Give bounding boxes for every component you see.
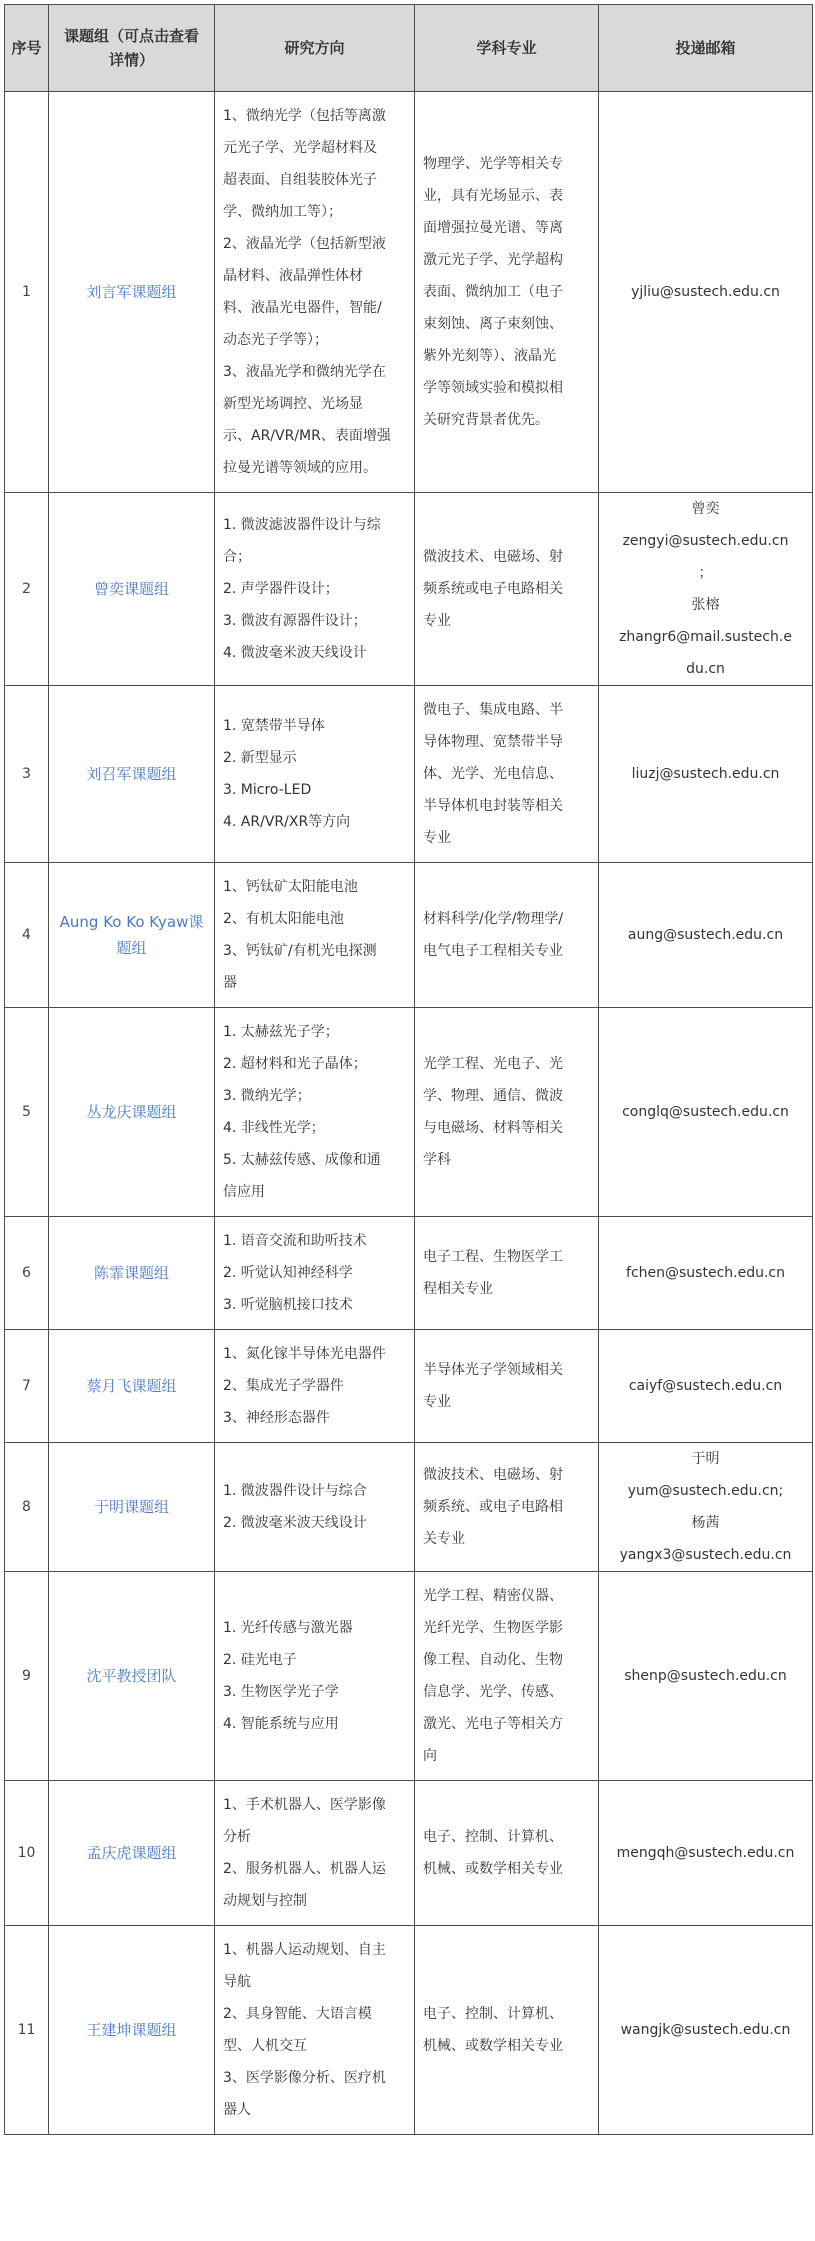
email-line: shenp@sustech.edu.cn (624, 1668, 787, 1684)
direction-line: 3. 听觉脑机接口技术 (223, 1297, 353, 1313)
direction-line: 3. 微纳光学； (223, 1088, 311, 1104)
major-line: 激元光子学、光学超构 (423, 252, 563, 268)
table-row (5, 1781, 813, 1926)
group-link[interactable]: 王建坤课题组 (86, 2021, 177, 2039)
direction-line: 器人 (223, 2102, 251, 2118)
major-line: 体、光学、光电信息、 (423, 766, 563, 782)
email-line: 张榕 (691, 597, 720, 613)
direction-cell (215, 1443, 415, 1572)
major-line: 电子工程、生物医学工 (423, 1249, 563, 1265)
direction-line: 合； (223, 549, 251, 565)
direction-cell (215, 863, 415, 1008)
group-link[interactable]: 蔡月飞课题组 (86, 1377, 177, 1395)
direction-line: 动规划与控制 (223, 1893, 307, 1909)
email-cell (599, 863, 813, 1008)
direction-line: 信应用 (223, 1184, 265, 1200)
direction-line: 1、机器人运动规划、自主 (223, 1942, 386, 1958)
direction-line: 3. Micro-LED (223, 782, 312, 798)
group-cell (49, 1926, 215, 2135)
direction-line: 晶材料、液晶弹性体材 (223, 268, 363, 284)
major-line: 电子、控制、计算机、 (423, 2006, 563, 2022)
table-row (5, 686, 813, 863)
major-line: 激光、光电子等相关方 (423, 1716, 563, 1732)
major-line: 专业 (423, 1394, 451, 1410)
major-line: 学、物理、通信、微波 (423, 1088, 563, 1104)
major-line: 面增强拉曼光谱、等离 (423, 220, 563, 236)
email-line: liuzj@sustech.edu.cn (631, 766, 780, 782)
direction-line: 动态光子学等）； (223, 332, 328, 348)
group-link[interactable]: 刘言军课题组 (86, 283, 177, 301)
table-row (5, 1572, 813, 1781)
direction-cell (215, 1572, 415, 1781)
direction-line: 1. 太赫兹光子学； (223, 1024, 339, 1040)
major-cell (415, 493, 599, 686)
major-line: 专业 (423, 830, 451, 846)
major-line: 紫外光刻等）、液晶光 (423, 348, 556, 364)
direction-line: 3、医学影像分析、医疗机 (223, 2070, 386, 2086)
major-line: 表面、微纳加工（电子 (423, 284, 563, 300)
email-cell (599, 1217, 813, 1330)
direction-line: 1. 语音交流和助听技术 (223, 1233, 367, 1249)
major-line: 业，具有光场显示、表 (423, 188, 563, 204)
email-line: 杨茜 (691, 1515, 720, 1531)
row-number: 7 (5, 1330, 49, 1443)
recruitment-table (4, 4, 813, 2135)
major-line: 物理学、光学等相关专 (423, 156, 563, 172)
major-line: 机械、或数学相关专业 (423, 2038, 563, 2054)
row-number: 8 (5, 1443, 49, 1572)
major-line: 程相关专业 (423, 1281, 493, 1297)
email-line: 曾奕 (691, 501, 720, 517)
group-link[interactable]: 刘召军课题组 (86, 765, 177, 783)
direction-line: 1. 光纤传感与激光器 (223, 1620, 353, 1636)
major-line: 半导体机电封装等相关 (423, 798, 563, 814)
header-no: 序号 (5, 5, 49, 92)
direction-cell (215, 493, 415, 686)
table-row (5, 1008, 813, 1217)
group-cell (49, 1781, 215, 1926)
major-cell (415, 863, 599, 1008)
direction-line: 1. 宽禁带半导体 (223, 718, 325, 734)
table-row (5, 493, 813, 686)
major-cell (415, 1781, 599, 1926)
group-cell (49, 1443, 215, 1572)
direction-cell (215, 92, 415, 493)
group-link[interactable]: 沈平教授团队 (86, 1667, 177, 1685)
major-line: 光纤光学、生物医学影 (423, 1620, 563, 1636)
major-cell (415, 1572, 599, 1781)
major-line: 关研究背景者优先。 (423, 412, 549, 428)
major-line: 与电磁场、材料等相关 (423, 1120, 563, 1136)
email-line: wangjk@sustech.edu.cn (620, 2022, 791, 2038)
email-cell (599, 1443, 813, 1572)
major-line: 材料科学/化学/物理学/ (423, 911, 564, 927)
table-row (5, 863, 813, 1008)
email-cell (599, 1008, 813, 1217)
header-direction: 研究方向 (215, 5, 415, 92)
row-number: 5 (5, 1008, 49, 1217)
direction-line: 超表面、自组装胶体光子 (223, 172, 377, 188)
direction-line: 3、钙钛矿/有机光电探测 (223, 943, 377, 959)
row-number: 10 (5, 1781, 49, 1926)
direction-line: 1. 微波器件设计与综合 (223, 1483, 367, 1499)
major-cell (415, 686, 599, 863)
major-line: 光学工程、精密仪器、 (423, 1588, 563, 1604)
major-line: 束刻蚀、离子束刻蚀、 (423, 316, 563, 332)
major-line: 微波技术、电磁场、射 (423, 1467, 563, 1483)
email-line: fchen@sustech.edu.cn (626, 1265, 785, 1281)
email-line: yjliu@sustech.edu.cn (631, 284, 780, 300)
email-line: du.cn (686, 661, 725, 677)
group-cell (49, 863, 215, 1008)
direction-line: 1、微纳光学（包括等离激 (223, 108, 386, 124)
email-line: ； (698, 565, 713, 581)
major-cell (415, 1217, 599, 1330)
header-group: 课题组（可点击查看详情） (49, 5, 215, 92)
direction-line: 导航 (223, 1974, 251, 1990)
table-row (5, 1330, 813, 1443)
group-cell (49, 1572, 215, 1781)
group-cell (49, 686, 215, 863)
email-line: mengqh@sustech.edu.cn (616, 1845, 795, 1861)
direction-line: 2. 硅光电子 (223, 1652, 297, 1668)
major-cell (415, 92, 599, 493)
email-cell (599, 1330, 813, 1443)
email-line: caiyf@sustech.edu.cn (628, 1378, 783, 1394)
direction-line: 2. 微波毫米波天线设计 (223, 1515, 367, 1531)
major-line: 学等领域实验和模拟相 (423, 380, 563, 396)
direction-line: 5. 太赫兹传感、成像和通 (223, 1152, 381, 1168)
direction-line: 3. 生物医学光子学 (223, 1684, 339, 1700)
group-cell (49, 1008, 215, 1217)
group-cell (49, 1217, 215, 1330)
direction-line: 示、AR/VR/MR、表面增强 (223, 428, 391, 444)
direction-line: 2. 听觉认知神经科学 (223, 1265, 353, 1281)
header-email: 投递邮箱 (599, 5, 813, 92)
recruitment-table-container (4, 4, 813, 2135)
major-cell (415, 1926, 599, 2135)
direction-line: 2、集成光子学器件 (223, 1378, 344, 1394)
direction-line: 2、服务机器人、机器人运 (223, 1861, 386, 1877)
major-cell (415, 1443, 599, 1572)
header-row (5, 5, 813, 92)
email-line: zhangr6@mail.sustech.e (619, 629, 792, 645)
major-line: 信息学、光学、传感、 (423, 1684, 563, 1700)
direction-line: 4. 微波毫米波天线设计 (223, 645, 367, 661)
email-cell (599, 686, 813, 863)
major-line: 导体物理、宽禁带半导 (423, 734, 563, 750)
direction-line: 新型光场调控、光场显 (223, 396, 363, 412)
major-line: 专业 (423, 613, 451, 629)
row-number: 4 (5, 863, 49, 1008)
direction-line: 器 (223, 975, 237, 991)
row-number: 1 (5, 92, 49, 493)
direction-line: 分析 (223, 1829, 251, 1845)
major-line: 微电子、集成电路、半 (423, 702, 563, 718)
direction-line: 料、液晶光电器件，智能/ (223, 300, 382, 316)
row-number: 11 (5, 1926, 49, 2135)
group-link[interactable]: 于明课题组 (93, 1498, 169, 1516)
major-line: 频系统或电子电路相关 (423, 581, 563, 597)
direction-line: 3、液晶光学和微纳光学在 (223, 364, 386, 380)
group-link[interactable]: 陈霏课题组 (93, 1264, 169, 1282)
direction-line: 2、液晶光学（包括新型液 (223, 236, 386, 252)
table-row (5, 92, 813, 493)
email-cell (599, 493, 813, 686)
email-line: yangx3@sustech.edu.cn (619, 1547, 792, 1563)
header-major: 学科专业 (415, 5, 599, 92)
direction-line: 2. 新型显示 (223, 750, 297, 766)
group-cell (49, 92, 215, 493)
direction-cell (215, 1781, 415, 1926)
major-line: 像工程、自动化、生物 (423, 1652, 563, 1668)
major-line: 机械、或数学相关专业 (423, 1861, 563, 1877)
group-cell (49, 1330, 215, 1443)
direction-line: 4. AR/VR/XR等方向 (223, 814, 351, 830)
direction-line: 2、有机太阳能电池 (223, 911, 344, 927)
group-link[interactable]: 孟庆虎课题组 (86, 1844, 177, 1862)
major-line: 电子、控制、计算机、 (423, 1829, 563, 1845)
direction-cell (215, 1926, 415, 2135)
direction-line: 2. 声学器件设计； (223, 581, 339, 597)
direction-line: 1、钙钛矿太阳能电池 (223, 879, 358, 895)
email-line: conglq@sustech.edu.cn (622, 1104, 789, 1120)
direction-line: 4. 智能系统与应用 (223, 1716, 339, 1732)
major-line: 电气电子工程相关专业 (423, 943, 563, 959)
email-cell (599, 92, 813, 493)
table-row (5, 1217, 813, 1330)
direction-line: 3. 微波有源器件设计； (223, 613, 367, 629)
major-cell (415, 1008, 599, 1217)
major-line: 频系统、或电子电路相 (423, 1499, 563, 1515)
email-line: zengyi@sustech.edu.cn (622, 533, 789, 549)
table-row (5, 1443, 813, 1572)
direction-line: 学、微纳加工等）； (223, 204, 342, 220)
email-line: yum@sustech.edu.cn; (627, 1483, 784, 1499)
direction-cell (215, 686, 415, 863)
group-cell (49, 493, 215, 686)
direction-line: 1. 微波滤波器件设计与综 (223, 517, 381, 533)
direction-cell (215, 1217, 415, 1330)
group-link[interactable]: Aung Ko Ko Kyaw课题组 (59, 913, 204, 957)
row-number: 9 (5, 1572, 49, 1781)
major-line: 学科 (423, 1152, 451, 1168)
group-link[interactable]: 曾奕课题组 (93, 580, 169, 598)
row-number: 3 (5, 686, 49, 863)
row-number: 2 (5, 493, 49, 686)
email-cell (599, 1572, 813, 1781)
direction-line: 4. 非线性光学； (223, 1120, 325, 1136)
direction-line: 2. 超材料和光子晶体； (223, 1056, 367, 1072)
major-line: 关专业 (423, 1531, 465, 1547)
email-cell (599, 1781, 813, 1926)
direction-line: 型、人机交互 (223, 2038, 307, 2054)
email-line: aung@sustech.edu.cn (627, 927, 784, 943)
email-line: 于明 (691, 1451, 720, 1467)
direction-line: 拉曼光谱等领域的应用。 (223, 460, 377, 476)
direction-line: 3、神经形态器件 (223, 1410, 330, 1426)
table-row (5, 1926, 813, 2135)
direction-line: 1、手术机器人、医学影像 (223, 1797, 386, 1813)
direction-cell (215, 1008, 415, 1217)
major-line: 半导体光子学领域相关 (423, 1362, 563, 1378)
row-number: 6 (5, 1217, 49, 1330)
direction-line: 1、氮化镓半导体光电器件 (223, 1346, 386, 1362)
major-line: 向 (423, 1748, 437, 1764)
direction-cell (215, 1330, 415, 1443)
direction-line: 元光子学、光学超材料及 (223, 140, 377, 156)
group-link[interactable]: 丛龙庆课题组 (86, 1103, 177, 1121)
major-line: 微波技术、电磁场、射 (423, 549, 563, 565)
email-cell (599, 1926, 813, 2135)
direction-line: 2、具身智能、大语言模 (223, 2006, 372, 2022)
major-cell (415, 1330, 599, 1443)
major-line: 光学工程、光电子、光 (423, 1056, 563, 1072)
